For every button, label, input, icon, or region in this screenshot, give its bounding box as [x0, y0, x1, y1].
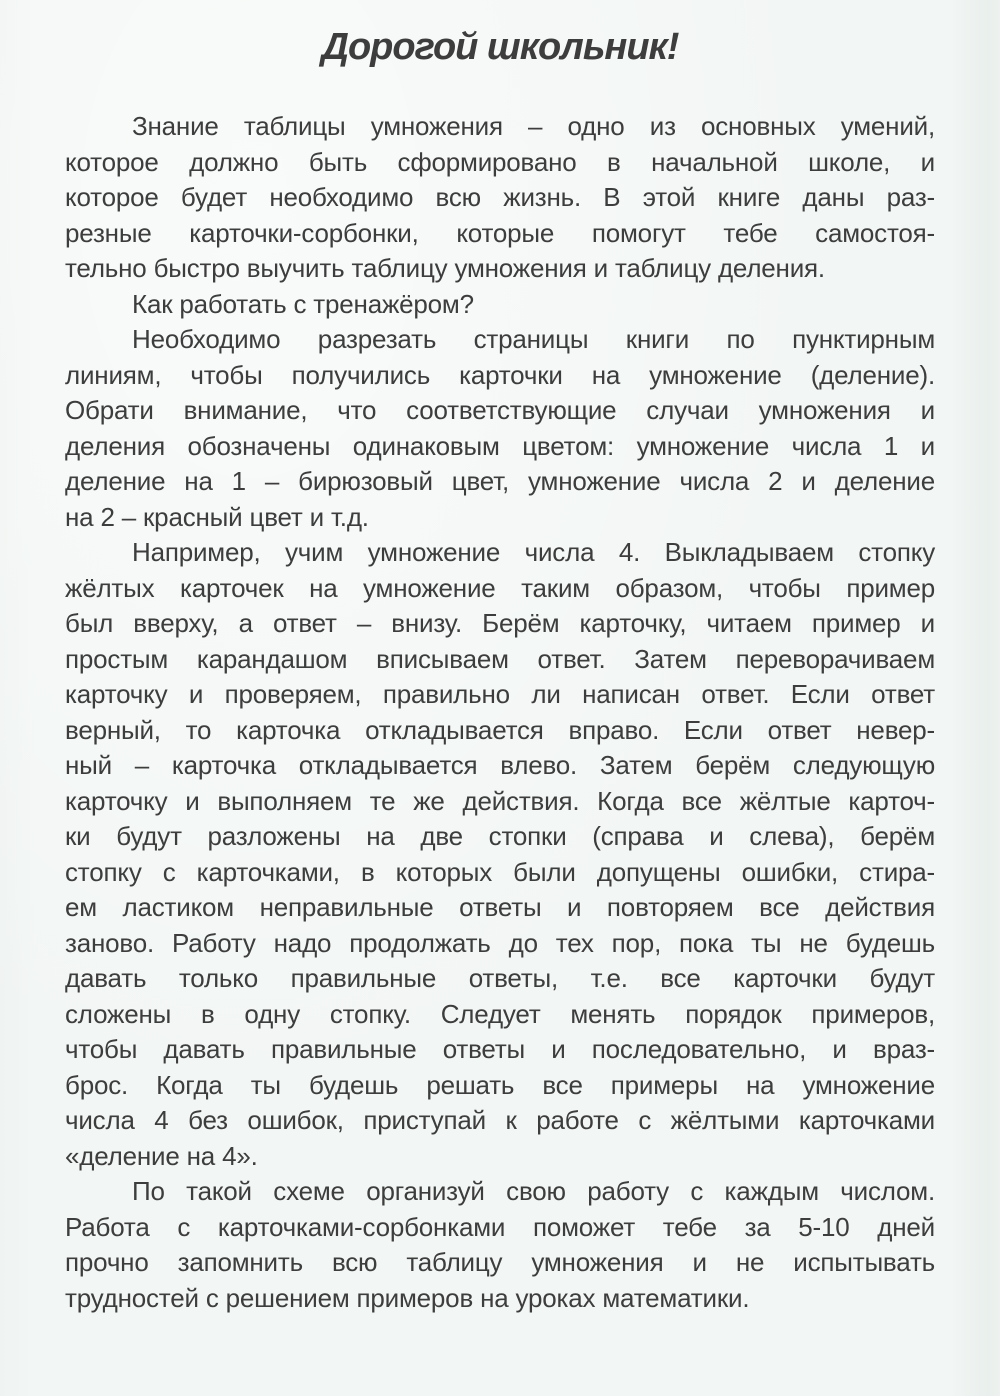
- text-line: карточку и выполняем те же действия. Когда все жёлтые карточ-: [65, 785, 935, 816]
- paragraph-intro: [65, 109, 935, 287]
- text-line: Обрати внимание, что соответствующие случаи умножения и: [65, 395, 935, 425]
- text-line: деление на 1 – бирюзовый цвет, умножение числа 2 и деление: [65, 466, 935, 496]
- text-line: карточку и проверяем, правильно ли написан ответ. Если ответ: [65, 679, 935, 709]
- text-line: стопку с карточками, в которых были допущены ошибки, стира-: [65, 856, 935, 887]
- page-body: [65, 109, 935, 1316]
- text-line: ный – карточка откладывается влево. Затем берём следующую: [65, 750, 935, 780]
- text-line: которое будет необходимо всю жизнь. В этой книге даны раз-: [65, 182, 935, 212]
- text-line: Как работать с тренажёром?: [132, 288, 474, 319]
- text-line: Например, учим умножение числа 4. Выкладываем стопку: [132, 537, 935, 567]
- text-line: простым карандашом вписываем ответ. Затем переворачиваем: [65, 643, 935, 674]
- text-line: чтобы давать правильные ответы и последовательно, и враз-: [65, 1034, 935, 1064]
- text-line: был вверху, а ответ – внизу. Берём карточку, читаем пример и: [65, 608, 935, 638]
- text-line: «деление на 4».: [65, 1140, 258, 1171]
- text-line: заново. Работу надо продолжать до тех пор, пока ты не будешь: [65, 927, 935, 958]
- paragraph-example-method: [65, 535, 935, 1174]
- text-line: линиям, чтобы получились карточки на умножение (деление).: [65, 359, 935, 390]
- text-line: верный, то карточка откладывается вправо. Если ответ невер-: [65, 714, 935, 745]
- paragraph-conclusion: [65, 1174, 935, 1316]
- text-line: Знание таблицы умножения – одно из основных умений,: [132, 111, 935, 141]
- text-line: сложены в одну стопку. Следует менять порядок примеров,: [65, 998, 935, 1029]
- text-line: тельно быстро выучить таблицу умножения и таблицу деления.: [65, 253, 825, 283]
- text-line: По такой схеме организуй свою работу с каждым числом.: [132, 1176, 935, 1206]
- text-line: ем ластиком неправильные ответы и повторяем все действия: [65, 892, 935, 922]
- text-line: на 2 – красный цвет и т.д.: [65, 501, 369, 532]
- text-line: Работа с карточками-сорбонками поможет тебе за 5-10 дней: [65, 1211, 935, 1242]
- text-line: прочно запомнить всю таблицу умножения и не испытывать: [65, 1247, 935, 1277]
- text-line: Необходимо разрезать страницы книги по пунктирным: [132, 324, 935, 354]
- paragraph-cutting-instructions: [65, 322, 935, 535]
- page-title: Дорогой школьник!: [321, 26, 679, 68]
- text-line: резные карточки-сорбонки, которые помогут тебе самостоя-: [65, 217, 935, 248]
- text-line: которое должно быть сформировано в начальной школе, и: [65, 146, 935, 177]
- text-line: давать только правильные ответы, т.е. все карточки будут: [65, 963, 935, 993]
- text-line: деления обозначены одинаковым цветом: умножение числа 1 и: [65, 430, 935, 461]
- paragraph-how-to-work-question: [65, 287, 935, 323]
- text-line: трудностей с решением примеров на уроках математики.: [65, 1282, 750, 1313]
- text-line: брос. Когда ты будешь решать все примеры на умножение: [65, 1069, 935, 1100]
- text-line: жёлтых карточек на умножение таким образом, чтобы пример: [65, 572, 935, 603]
- text-line: числа 4 без ошибок, приступай к работе с жёлтыми карточками: [65, 1105, 935, 1135]
- text-line: ки будут разложены на две стопки (справа и слева), берём: [65, 821, 935, 851]
